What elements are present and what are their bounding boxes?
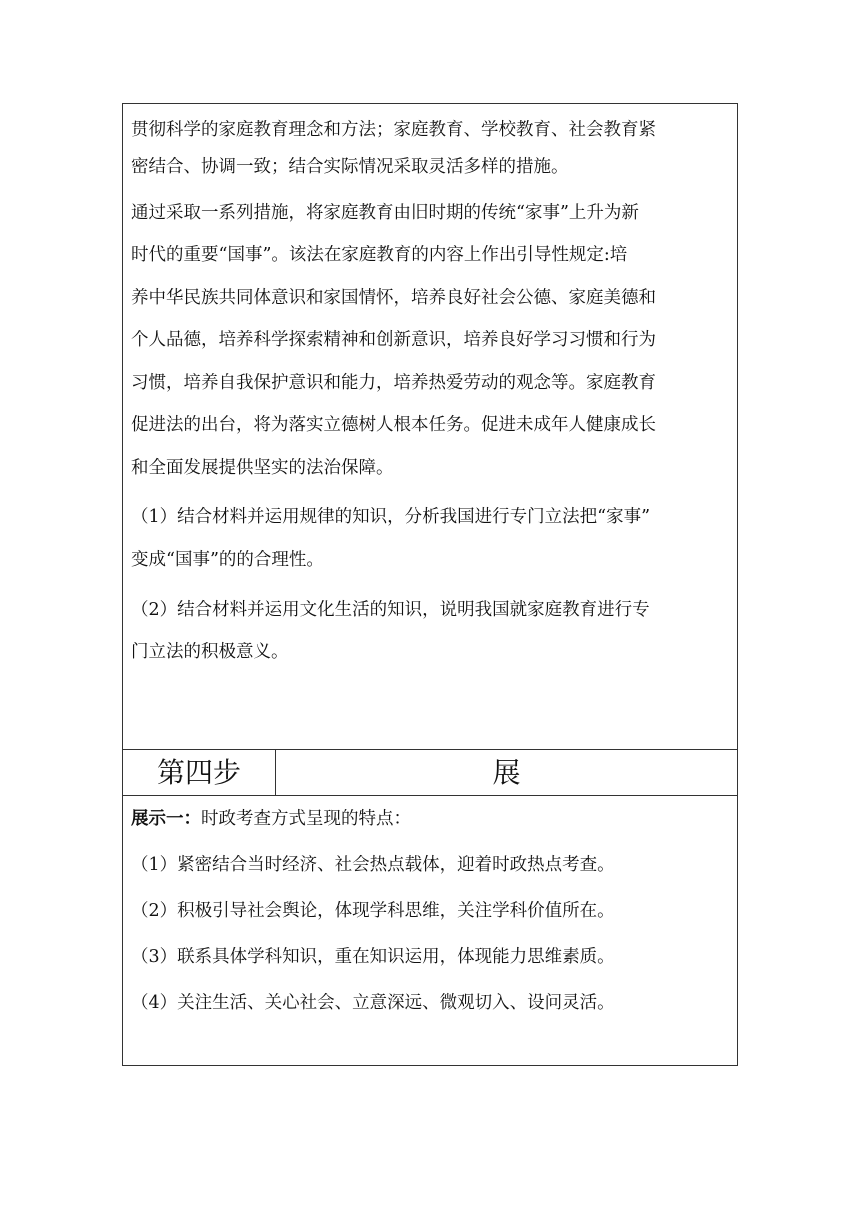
question-1-line: 变成“国事”的的合理性。: [131, 550, 324, 570]
step-label: 第四步: [123, 750, 276, 795]
show-heading-bold: 展示一：: [131, 809, 201, 829]
show-cell: [123, 796, 737, 1065]
step-header-row: [123, 750, 737, 796]
show-heading: [131, 808, 411, 830]
material-line: 习惯，培养自我保护意识和能力，培养热爱劳动的观念等。家庭教育: [131, 373, 656, 393]
question-2-line: （2）结合材料并运用文化生活的知识，说明我国就家庭教育进行专: [131, 600, 650, 620]
question-2-line: 门立法的积极意义。: [131, 642, 289, 662]
show-item: （1）紧密结合当时经济、社会热点载体，迎着时政热点考查。: [131, 855, 615, 875]
question-1-line: （1）结合材料并运用规律的知识，分析我国进行专门立法把“家事”: [131, 507, 651, 527]
material-line: 贯彻科学的家庭教育理念和方法；家庭教育、学校教育、社会教育紧: [131, 120, 656, 140]
content-table: [122, 103, 738, 1066]
material-line: 养中华民族共同体意识和家国情怀，培养良好社会公德、家庭美德和: [131, 288, 656, 308]
show-item: （2）积极引导社会舆论，体现学科思维，关注学科价值所在。: [131, 901, 615, 921]
show-heading-rest: 时政考查方式呈现的特点：: [201, 809, 411, 829]
show-item: （4）关注生活、关心社会、立意深远、微观切入、设问灵活。: [131, 993, 615, 1013]
material-line: 时代的重要“国事”。该法在家庭教育的内容上作出引导性规定:培: [131, 245, 628, 265]
material-line: 个人品德，培养科学探索精神和创新意识，培养良好学习习惯和行为: [131, 330, 656, 350]
material-line: 密结合、协调一致；结合实际情况采取灵活多样的措施。: [131, 157, 569, 177]
material-cell: [123, 104, 737, 750]
material-line: 和全面发展提供坚实的法治保障。: [131, 458, 394, 478]
step-title: 展: [492, 756, 521, 789]
material-line: 促进法的出台，将为落实立德树人根本任务。促进未成年人健康成长: [131, 415, 656, 435]
material-line: 通过采取一系列措施，将家庭教育由旧时期的传统“家事”上升为新: [131, 203, 639, 223]
show-item: （3）联系具体学科知识，重在知识运用，体现能力思维素质。: [131, 947, 615, 967]
